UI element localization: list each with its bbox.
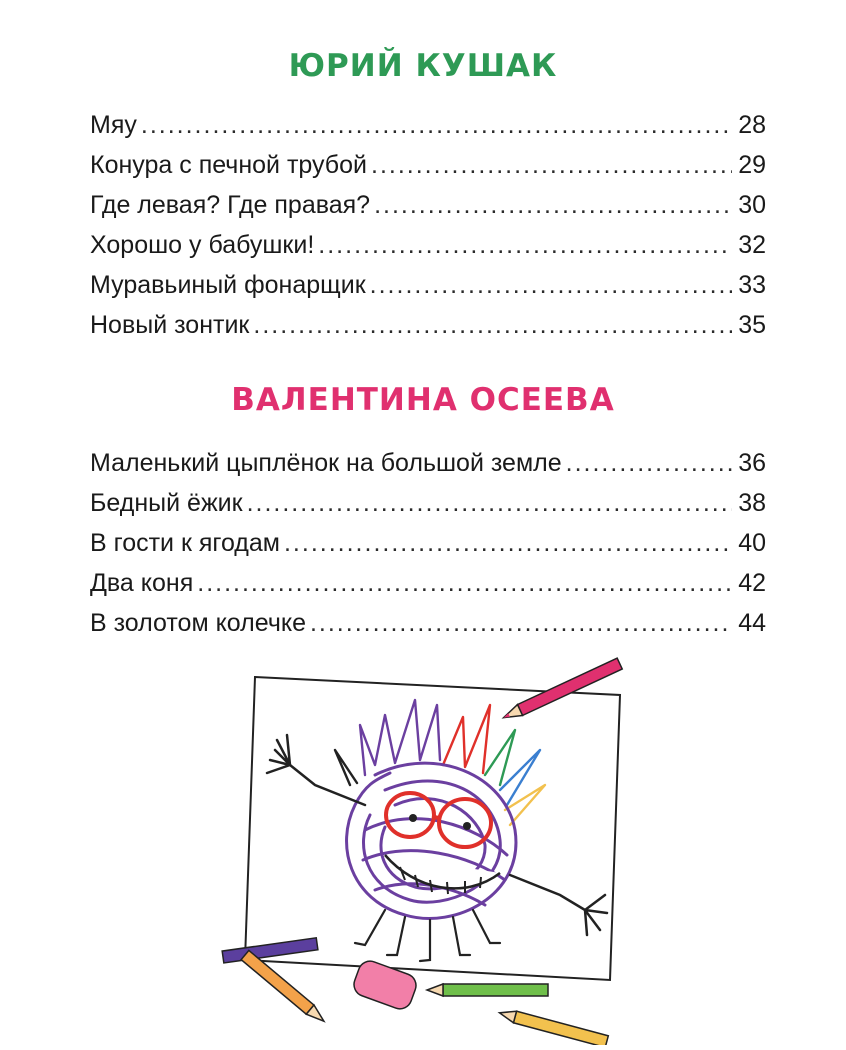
toc-entry-title: Новый зонтик bbox=[90, 311, 250, 339]
toc-entry-page: 28 bbox=[738, 111, 766, 139]
toc-entry[interactable] bbox=[90, 265, 766, 305]
toc-entry-title: В гости к ягодам bbox=[90, 529, 280, 557]
toc-entry-title: Мяу bbox=[90, 111, 137, 139]
toc-entry-title: Муравьиный фонарщик bbox=[90, 271, 366, 299]
toc-leader-dots bbox=[197, 563, 732, 603]
author-heading-oseeva: ВАЛЕНТИНА ОСЕЕВА bbox=[231, 382, 615, 418]
toc-entry-title: Хорошо у бабушки! bbox=[90, 231, 315, 259]
toc-entry[interactable] bbox=[90, 483, 766, 523]
toc-leader-dots bbox=[141, 105, 732, 145]
toc-entry-page: 32 bbox=[738, 231, 766, 259]
toc-entry-page: 35 bbox=[738, 311, 766, 339]
toc-entry[interactable] bbox=[90, 523, 766, 563]
toc-entry[interactable] bbox=[90, 443, 766, 483]
toc-entry[interactable] bbox=[90, 603, 766, 643]
toc-entry-page: 33 bbox=[738, 271, 766, 299]
toc-list-oseeva bbox=[90, 443, 766, 643]
monster-drawing-with-pencils-icon bbox=[215, 655, 630, 1045]
toc-entry-title: Конура с печной трубой bbox=[90, 151, 367, 179]
toc-leader-dots bbox=[371, 145, 732, 185]
toc-entry-page: 40 bbox=[738, 529, 766, 557]
toc-leader-dots bbox=[310, 603, 732, 643]
toc-entry-title: Бедный ёжик bbox=[90, 489, 243, 517]
toc-entry[interactable] bbox=[90, 305, 766, 345]
toc-entry-page: 36 bbox=[738, 449, 766, 477]
toc-leader-dots bbox=[566, 443, 733, 483]
toc-entry-page: 38 bbox=[738, 489, 766, 517]
toc-leader-dots bbox=[318, 225, 732, 265]
toc-entry-title: Где левая? Где правая? bbox=[90, 191, 371, 219]
toc-entry[interactable] bbox=[90, 225, 766, 265]
toc-entry[interactable] bbox=[90, 185, 766, 225]
toc-entry-page: 42 bbox=[738, 569, 766, 597]
toc-entry-page: 44 bbox=[738, 609, 766, 637]
toc-entry-page: 30 bbox=[738, 191, 766, 219]
toc-entry[interactable] bbox=[90, 105, 766, 145]
toc-leader-dots bbox=[374, 185, 732, 225]
toc-entry-title: В золотом колечке bbox=[90, 609, 306, 637]
toc-entry-title: Маленький цыплёнок на большой земле bbox=[90, 449, 562, 477]
toc-entry-page: 29 bbox=[738, 151, 766, 179]
toc-leader-dots bbox=[370, 265, 733, 305]
toc-entry[interactable] bbox=[90, 563, 766, 603]
toc-leader-dots bbox=[253, 305, 732, 345]
toc-leader-dots bbox=[247, 483, 733, 523]
toc-leader-dots bbox=[284, 523, 732, 563]
toc-entry-title: Два коня bbox=[90, 569, 194, 597]
author-heading-kushak: ЮРИЙ КУШАК bbox=[288, 48, 558, 84]
toc-list-kushak bbox=[90, 105, 766, 345]
toc-entry[interactable] bbox=[90, 145, 766, 185]
